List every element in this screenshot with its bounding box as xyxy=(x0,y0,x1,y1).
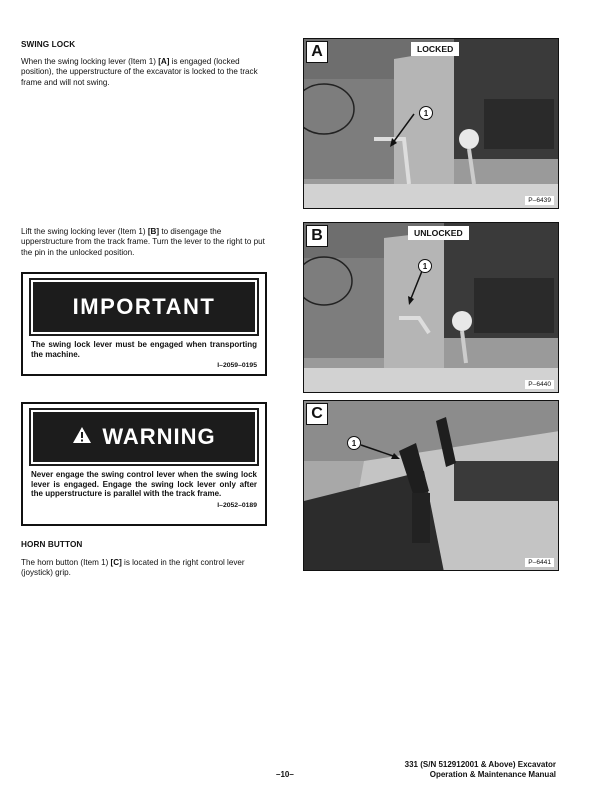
figure-c-code: P–6441 xyxy=(525,558,554,567)
figure-b-photo xyxy=(303,222,559,393)
horn-button-paragraph: The horn button (Item 1) [C] is located in the right control lever (joystick) grip. xyxy=(21,558,245,578)
figure-b-callout: 1 xyxy=(418,259,432,273)
important-text: The swing lock lever must be engaged when transporting the machine. xyxy=(31,340,257,359)
figure-a-code: P–6439 xyxy=(525,196,554,205)
warning-notice xyxy=(21,402,267,526)
manual-title-line-1: 331 (S/N 512912001 & Above) Excavator xyxy=(404,760,556,769)
manual-title xyxy=(360,760,556,779)
swing-lock-paragraph-1: When the swing locking lever (Item 1) [A] is engaged (locked position), the upperstructure of the excavator is locked to the track frame and will not swing. xyxy=(21,57,258,87)
manual-title-line-2: Operation & Maintenance Manual xyxy=(429,769,556,779)
important-banner: IMPORTANT xyxy=(31,280,257,334)
figure-a-state-label: LOCKED xyxy=(411,42,459,56)
page-number: –10– xyxy=(276,770,294,779)
horn-button-heading: HORN BUTTON xyxy=(21,540,83,549)
swing-lock-paragraph-2: Lift the swing locking lever (Item 1) [B] to disengage the upperstructure from the track frame. Turn the lever to the right to put the pin in the unlocked position. xyxy=(21,227,265,257)
warning-banner-text: WARNING xyxy=(102,424,216,449)
figure-b-code: P–6440 xyxy=(525,380,554,389)
warning-text: Never engage the swing control lever when the swing lock lever is engaged. Engage the swing lock lever only after the upperstructure is parallel with the track frame. xyxy=(31,470,257,499)
figure-c-photo xyxy=(303,400,559,571)
figure-c-letter: C xyxy=(306,403,328,425)
figure-a-callout: 1 xyxy=(419,106,433,120)
figure-a-letter: A xyxy=(306,41,328,63)
important-code: I–2059–0195 xyxy=(217,362,257,370)
important-notice xyxy=(21,272,267,376)
figure-a-photo xyxy=(303,38,559,209)
figure-c-callout: 1 xyxy=(347,436,361,450)
swing-lock-heading: SWING LOCK xyxy=(21,40,76,49)
warning-triangle-icon xyxy=(72,426,92,449)
figure-b-state-label: UNLOCKED xyxy=(408,226,469,240)
figure-b-letter: B xyxy=(306,225,328,247)
warning-banner xyxy=(31,410,257,464)
warning-code: I–2052–0189 xyxy=(217,501,257,509)
